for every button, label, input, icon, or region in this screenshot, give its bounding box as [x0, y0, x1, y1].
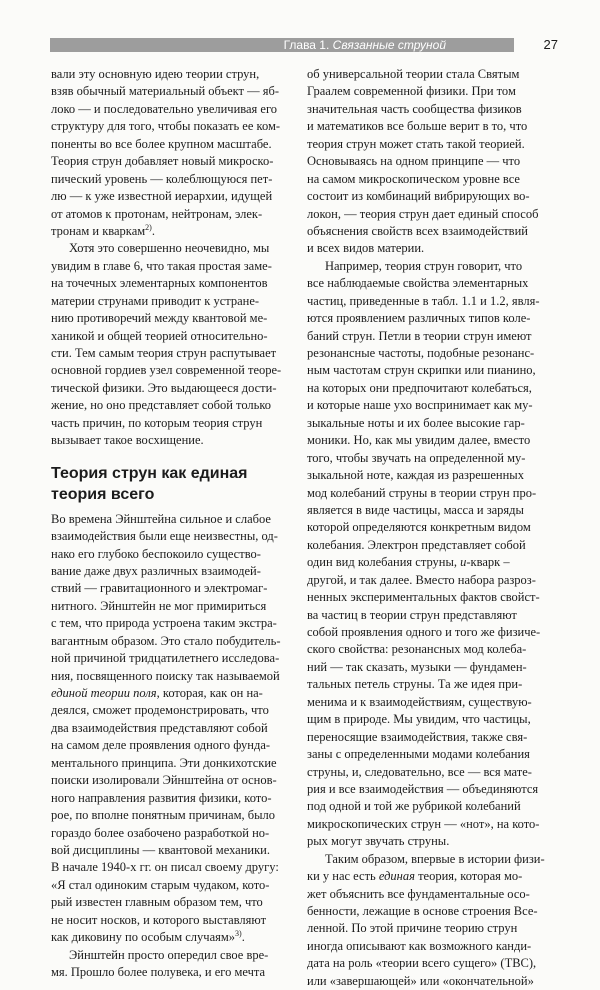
text-line: В начале 1940-х гг. он писал своему другу: — [51, 860, 279, 875]
emphasis-term: единая — [378, 869, 415, 884]
text-line: материи струнами приводит к устране- — [51, 293, 260, 308]
text-line: Теория струн добавляет новый микроско- — [51, 154, 274, 169]
page-header — [50, 0, 558, 53]
text-line: щим в природе. Мы увидим, что частицы, — [307, 712, 531, 727]
heading-line: Теория струн как единая — [51, 464, 248, 482]
text-line: переносящие взаимодействия, также свя- — [307, 729, 528, 744]
text-line: или «завершающей» или «окончательной» — [307, 973, 534, 988]
text-line: баний струн. Петли в теории струн имеют — [307, 328, 532, 343]
text-line: основной гордиев узел современной теоре- — [51, 363, 282, 378]
text-line: Эйнштейн просто опередил свое вре- — [69, 947, 269, 962]
text-line: ния, посвященного поиску так называемой — [51, 668, 280, 683]
text-line: вагантным образом. Это стало побудитель- — [51, 633, 281, 648]
text-line: заны с определенными модами колебания — [307, 747, 530, 762]
text-line: Во времена Эйнштейна сильное и слабое — [51, 511, 271, 526]
text-line: того, чтобы звучать на определенной му- — [307, 450, 526, 465]
text-line: ленной. По этой причине теорию струн — [307, 921, 518, 936]
right-paragraph-3 — [307, 851, 552, 990]
text-line: менима и к взаимодействиям, существую- — [307, 694, 532, 709]
text-line: структуру для того, чтобы показать ее ком- — [51, 119, 281, 134]
text-line: другой, и так далее. Вместо набора разроз- — [307, 572, 536, 587]
text-line: на точечных элементарных компонентов — [51, 276, 268, 291]
chapter-title: Связанные струной — [332, 38, 446, 52]
text-line: как диковину по особым случаям»$^{3)}$. — [51, 929, 245, 945]
text-line: ного направления развития физики, кото- — [51, 790, 272, 805]
text-line: Таким образом, впервые в истории физи- — [325, 851, 545, 866]
text-line: два взаимодействия представляют собой — [51, 720, 268, 735]
text-line: нако его глубоко беспокоило существо- — [51, 546, 261, 561]
text-line: ханикой и общей теорией относительно- — [51, 328, 268, 343]
text-line: мя. Прошло более полувека, и его мечта — [51, 965, 266, 979]
left-paragraph-2 — [51, 240, 296, 449]
text-line: рия и все взаимодействия — объединяются — [307, 781, 539, 796]
text-span: теория, которая мо- — [414, 869, 523, 884]
text-line: частиц, приведенные в табл. 1.1 и 1.2, явля- — [307, 293, 540, 308]
text-line: все наблюдаемые свойства элементарных — [307, 276, 529, 291]
text-line: взаимодействия были еще неизвестны, од- — [51, 529, 278, 544]
section-heading — [51, 463, 296, 505]
text-line: является в виде частицы, масса и заряды — [307, 502, 524, 517]
text-line: лю — к уже известной иерархии, идущей — [51, 189, 273, 204]
text-line: струны, и, следовательно, все — вся мате- — [307, 764, 532, 779]
text-line: ются проявлением различных типов коле- — [307, 311, 531, 326]
text-line: теория струн может стать такой теорией. — [307, 136, 525, 151]
text-span: один вид колебания струны, — [307, 555, 461, 570]
text-line: ным частотам струн скрипки или пианино, — [307, 363, 536, 378]
text-line: ненных экспериментальных фактов свойст- — [307, 590, 540, 605]
text-line: локон, — теория струн дает единый способ — [307, 206, 539, 221]
text-line: об универсальной теории стала Святым — [307, 67, 520, 81]
text-line: объяснения свойств всех взаимодействий — [307, 223, 528, 238]
text-line: Основываясь на одном принципе — что — [307, 154, 521, 169]
text-line: деялся, сможет продемонстрировать, что — [51, 703, 269, 718]
text-span: тронам и кваркам — [51, 223, 146, 238]
text-line: жет объяснить все фундаментальные осо- — [307, 886, 530, 901]
text-line: Например, теория струн говорит, что — [325, 258, 523, 273]
text-line: мод колебаний струны в теории струн про- — [307, 485, 537, 500]
text-line: часть причин, по которым теория струн — [51, 415, 263, 430]
text-line: ментального принципа. Эти донкихотские — [51, 755, 277, 770]
left-column — [51, 66, 296, 981]
right-column — [307, 66, 552, 990]
text-line: жение, но оно представляет собой только — [51, 398, 272, 413]
text-line: тической физики. Это выдающееся дости- — [51, 380, 277, 395]
text-line: нию противоречий между квантовой ме- — [51, 311, 268, 326]
text-line: на самом микроскопическом уровне все — [307, 171, 520, 186]
text-line: не носит носков, и которого выставляют — [51, 912, 267, 927]
text-line: локо — и последовательно увеличивая его — [51, 101, 278, 116]
text-line: на самом деле проявления одного фунда- — [51, 738, 271, 753]
text-line — [307, 868, 552, 885]
text-line: иногда описывают как возможного канди- — [307, 938, 532, 953]
text-line: которой определяются конкретным видом — [307, 520, 531, 535]
text-line: пический уровень — колеблющуюся пет- — [51, 171, 273, 186]
text-line: моники. Но, как мы увидим далее, вместо — [307, 433, 531, 448]
text-line — [307, 554, 552, 571]
text-line: поненты во все более крупном масштабе. — [51, 136, 272, 151]
emphasis-term: u — [460, 555, 467, 570]
text-line: значительная часть сообщества физиков — [307, 101, 522, 116]
heading-line: теория всего — [51, 485, 155, 503]
text-line: вызывает такое восхищение. — [51, 433, 204, 448]
text-line: с тем, что природа устроена таким экстра- — [51, 616, 277, 631]
text-line: «Я стал одиноким старым чудаком, кото- — [51, 877, 270, 892]
running-head — [284, 38, 446, 52]
text-line: и всех видов материи. — [307, 241, 425, 256]
left-paragraph-3 — [51, 511, 296, 947]
text-line: вали эту основную идею теории струн, — [51, 67, 260, 81]
text-line: вание даже двух различных взаимодей- — [51, 563, 261, 578]
text-span: как диковину по особым случаям» — [51, 930, 236, 945]
text-line: и математиков все больше верит в то, что — [307, 119, 528, 134]
chapter-label: Глава 1. — [283, 38, 330, 52]
text-line: ной причиной тридцатилетнего исследова- — [51, 651, 280, 666]
left-paragraph-1 — [51, 66, 296, 240]
text-line: вой дисциплины — квантовой механики. — [51, 842, 270, 857]
text-line: тальных петель струны. Та же идея при- — [307, 677, 523, 692]
text-line: поиски изолировали Эйнштейна от основ- — [51, 773, 277, 788]
text-line: увидим в главе 6, что такая простая заме- — [51, 258, 272, 273]
text-span: , которая, как он на- — [156, 686, 263, 700]
left-paragraph-4 — [51, 947, 296, 982]
footnote-ref: 3) — [235, 929, 242, 938]
footnote-ref: 2) — [145, 222, 152, 232]
text-line: ва частиц в теории струн представляют — [307, 607, 517, 622]
text-line: нитного. Эйнштейн не мог примириться — [51, 598, 267, 613]
text-line: бенности, лежащие в основе строения Все- — [307, 904, 538, 918]
text-line: резонансные частоты, подобные резонанс- — [307, 346, 535, 360]
text-line: ского свойства: резонансных мод колеба- — [307, 642, 527, 657]
text-line: состоит из комбинаций вибрирующих во- — [307, 189, 530, 204]
page-number: 27 — [514, 37, 558, 53]
text-line: от атомов к протонам, нейтронам, элек- — [51, 206, 263, 221]
text-line: зыкальной ноте, каждая из разрешенных — [307, 468, 524, 483]
text-line: сти. Тем самым теория струн распутывает — [51, 346, 277, 360]
text-line: взяв обычный материальный объект — яб- — [51, 84, 280, 99]
text-line: рых могут звучать струны. — [307, 834, 450, 849]
emphasis-term: единой теории поля — [51, 686, 157, 700]
right-paragraph-2 — [307, 258, 552, 851]
text-line: дата на роль «теории всего сущего» (ТВС), — [307, 956, 537, 971]
text-line: Хотя это совершенно неочевидно, мы — [69, 241, 270, 256]
text-line: тронам и кваркам$^{2)}$. — [51, 222, 155, 238]
text-line: на которых они предпочитают колебаться, — [307, 380, 532, 395]
text-line: рый известен главным образом тем, что — [51, 895, 263, 910]
text-line: и которые наше ухо воспринимает как му- — [307, 398, 533, 413]
text-span: ки у нас есть — [307, 869, 379, 884]
text-line: под одной и той же рубрикой колебаний — [307, 799, 521, 814]
text-line: микроскопических струн — «нот», на кото- — [307, 816, 540, 831]
right-paragraph-1 — [307, 66, 552, 258]
text-span: -кварк – — [466, 555, 510, 570]
text-line: гораздо более озабочено разработкой но- — [51, 825, 270, 840]
text-line: колебания. Электрон представляет собой — [307, 537, 526, 552]
text-line: ствий — гравитационного и электромаг- — [51, 581, 268, 596]
text-line: Граалем современной физики. При том — [307, 84, 516, 99]
text-line: рое, по вполне понятным причинам, было — [51, 808, 276, 823]
text-line: ний — так сказать, музыки — фундамен- — [307, 659, 527, 674]
text-line — [51, 685, 296, 702]
text-line: собой проявления одного и того же физиче- — [307, 625, 541, 639]
text-line: зыкальные ноты и их более высокие гар- — [307, 415, 525, 430]
